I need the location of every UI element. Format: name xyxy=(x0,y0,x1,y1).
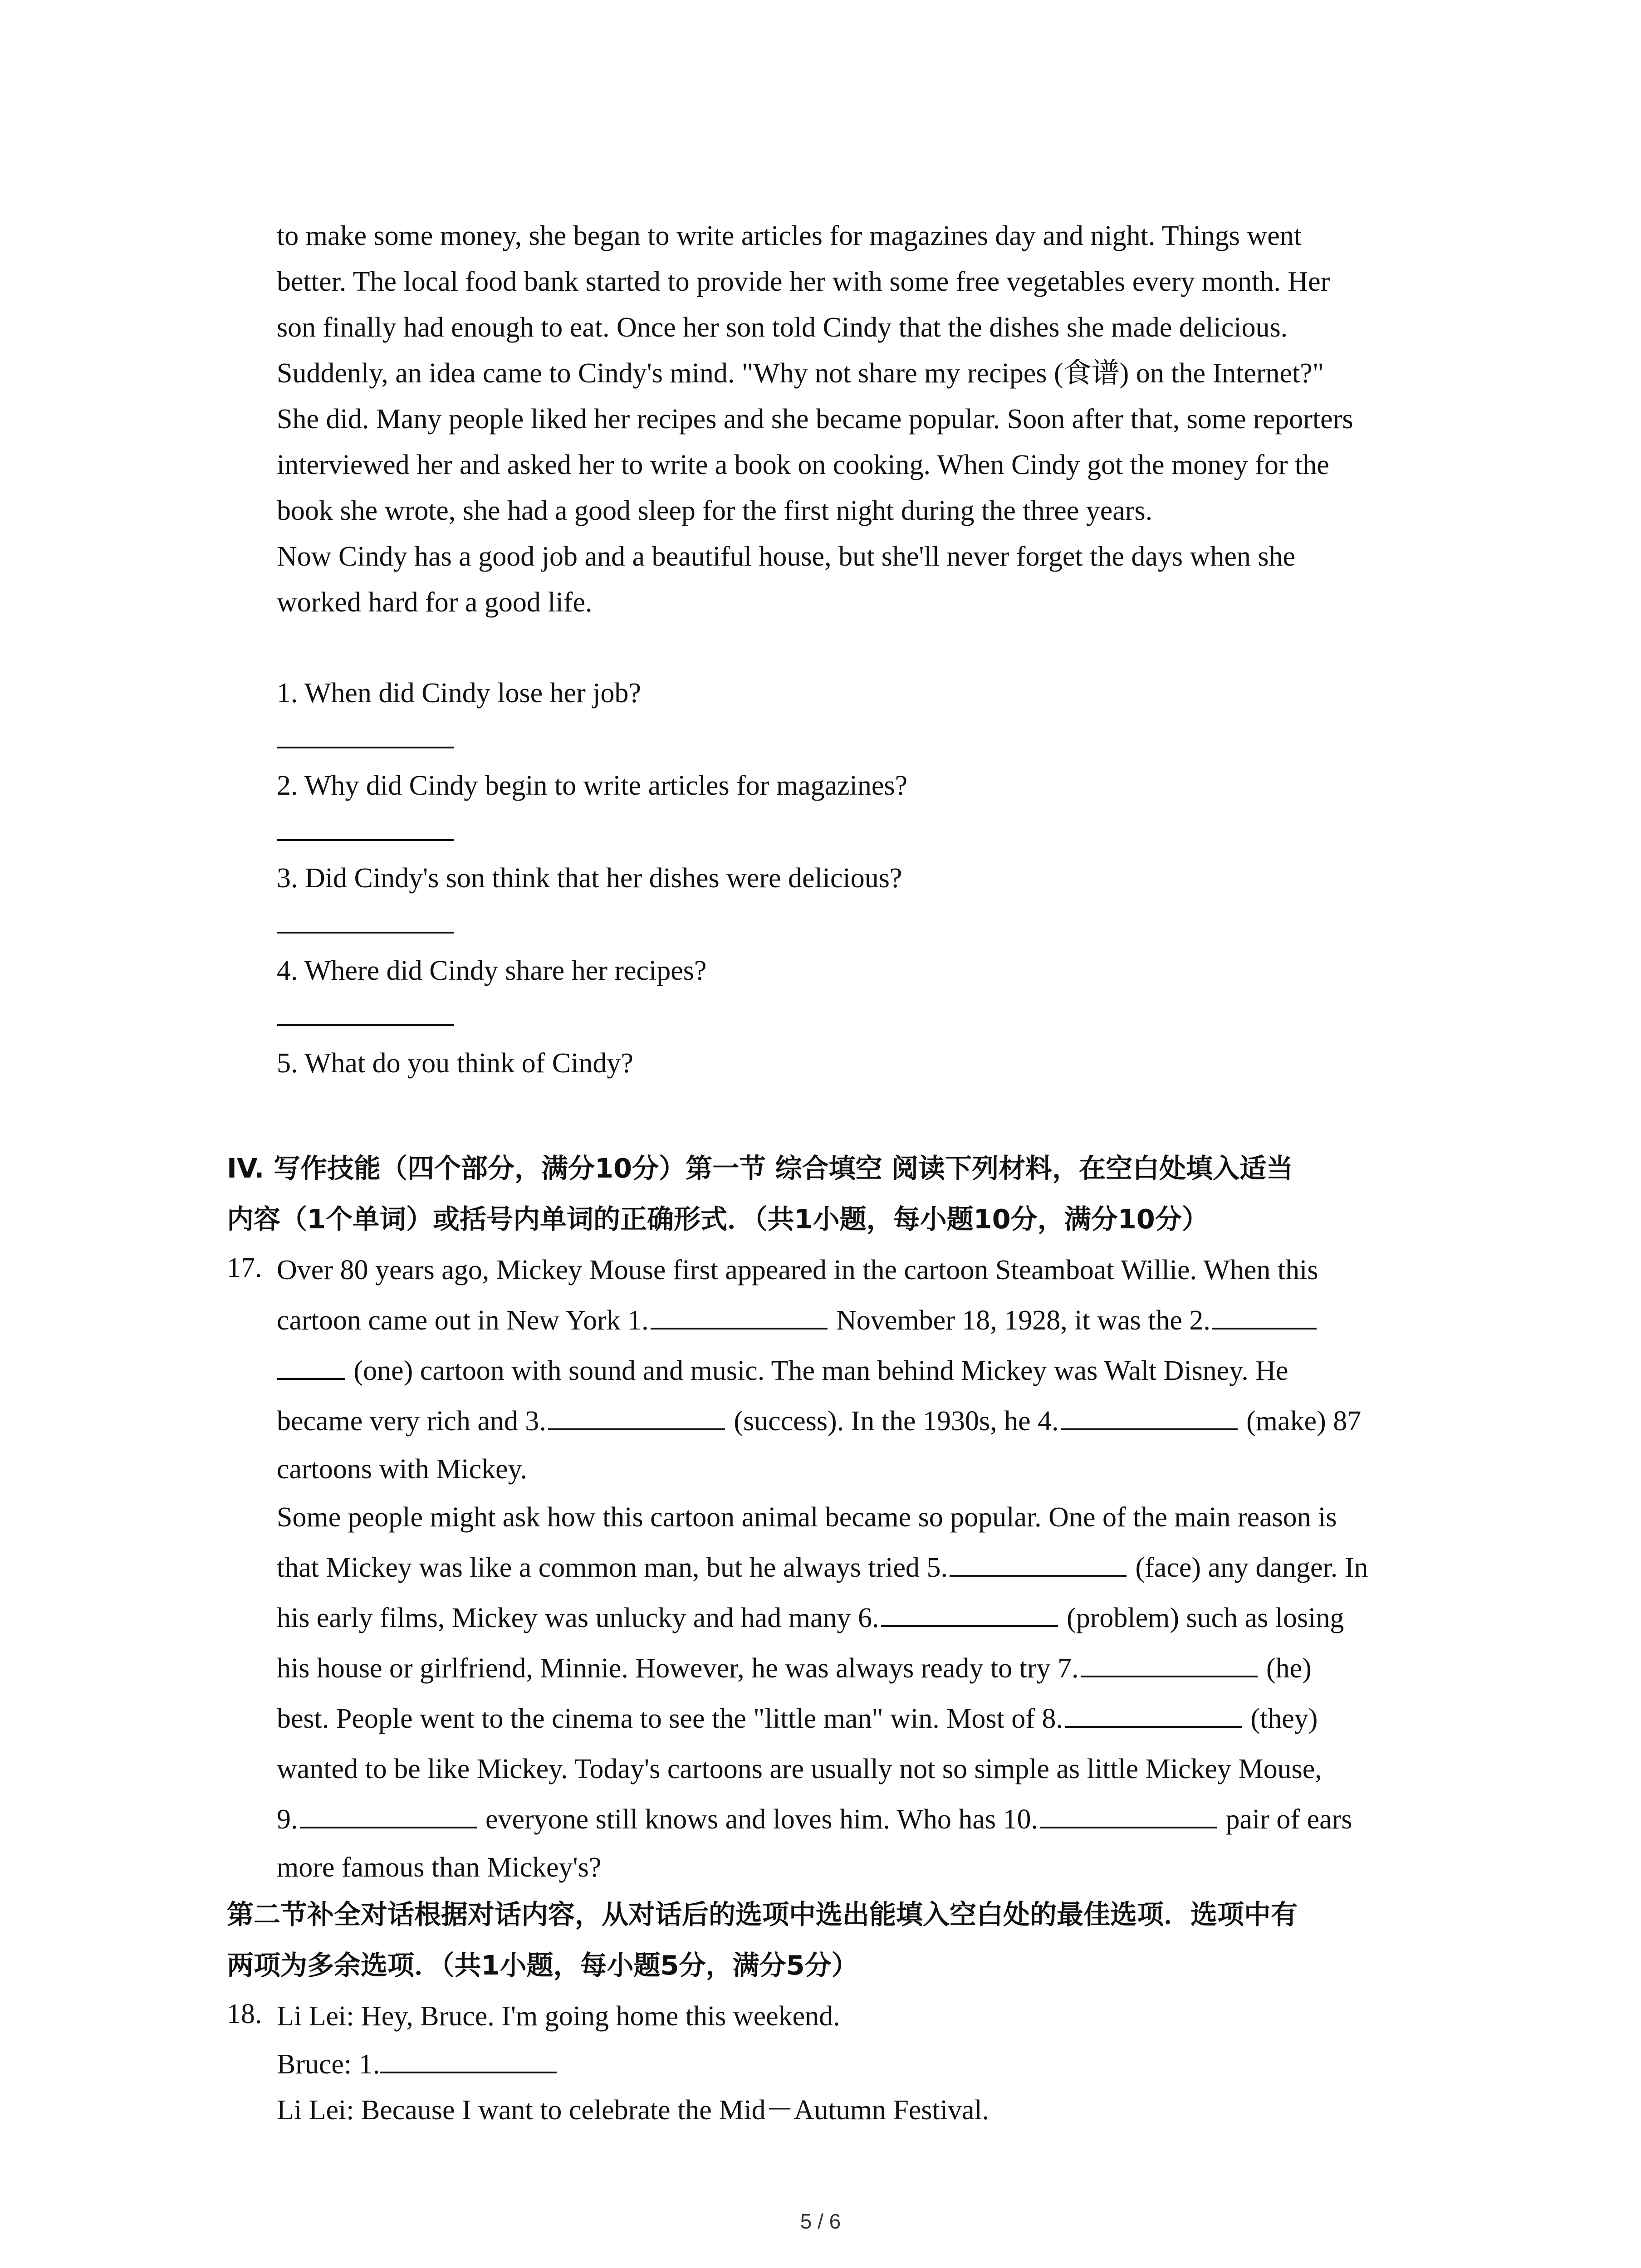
cloze-text: (make) 87 xyxy=(1246,1406,1362,1437)
cloze-line xyxy=(277,1245,1465,1295)
blank-2-continued[interactable] xyxy=(277,1378,345,1380)
question-text: 5. What do you think of Cindy? xyxy=(277,1048,633,1079)
cloze-text: more famous than Mickey's? xyxy=(277,1852,602,1883)
cloze-text: (face) any danger. In xyxy=(1135,1552,1368,1583)
question-list xyxy=(277,670,1465,1133)
passage-line: interviewed her and asked her to write a book on cooking. When Cindy got the money for the xyxy=(277,450,1329,480)
cloze-line xyxy=(277,1694,1465,1744)
cloze-line xyxy=(277,1492,1465,1543)
heading-line: 第二节补全对话根据对话内容，从对话后的选项中选出能填入空白处的最佳选项．选项中有 xyxy=(227,1899,1298,1930)
cloze-line xyxy=(277,1543,1465,1593)
passage-line: Now Cindy has a good job and a beautiful house, but she'll never forget the days when she xyxy=(277,541,1295,572)
dialogue-body xyxy=(277,1991,1465,2133)
cloze-text: (he) xyxy=(1266,1653,1312,1684)
cloze-line xyxy=(277,1744,1465,1794)
cloze-text: (one) cartoon with sound and music. The man behind Mickey was Walt Disney. He xyxy=(353,1355,1288,1386)
dialogue-text: Li Lei: Hey, Bruce. I'm going home this weekend. xyxy=(277,2001,840,2032)
question-text: 3. Did Cindy's son think that her dishes were delicious? xyxy=(277,863,902,894)
cloze-text: cartoons with Mickey. xyxy=(277,1454,528,1485)
answer-blank[interactable] xyxy=(277,1024,454,1026)
question-item xyxy=(277,948,1465,1041)
blank-5[interactable] xyxy=(950,1575,1127,1577)
cloze-text: cartoon came out in New York 1. xyxy=(277,1305,649,1336)
item-number: 17. xyxy=(227,1252,262,1283)
passage-line: Suddenly, an idea came to Cindy's mind. "Why not share my recipes (食谱) on the Internet?" xyxy=(277,358,1324,389)
cloze-text: pair of ears xyxy=(1225,1804,1352,1835)
cloze-text: 9. xyxy=(277,1804,298,1835)
heading-line: IV. 写作技能（四个部分，满分10分）第一节 综合填空 阅读下列材料，在空白处填入适当 xyxy=(227,1153,1293,1184)
cloze-text: became very rich and 3. xyxy=(277,1406,546,1437)
dialogue-line xyxy=(277,2087,1465,2133)
cloze-text: wanted to be like Mickey. Today's cartoons are usually not so simple as little Mickey Mouse, xyxy=(277,1754,1322,1784)
passage-line: She did. Many people liked her recipes and she became popular. Soon after that, some reporters xyxy=(277,404,1353,435)
dialogue-line xyxy=(277,1991,1465,2042)
cloze-text: his house or girlfriend, Minnie. However, he was always ready to try 7. xyxy=(277,1653,1079,1684)
cloze-line xyxy=(277,1794,1465,1845)
blank-3[interactable] xyxy=(548,1428,725,1430)
dialogue-text: Li Lei: Because I want to celebrate the Mid－Autumn Festival. xyxy=(277,2095,989,2126)
cloze-text: November 18, 1928, it was the 2. xyxy=(836,1305,1210,1336)
cloze-text: (problem) such as losing xyxy=(1067,1603,1344,1633)
dialogue-text: Bruce: 1. xyxy=(277,2049,380,2080)
blank-4[interactable] xyxy=(1061,1428,1238,1430)
cloze-text: Over 80 years ago, Mickey Mouse first appeared in the cartoon Steamboat Willie. When this xyxy=(277,1255,1318,1286)
cloze-text: (they) xyxy=(1250,1703,1318,1734)
cloze-text: best. People went to the cinema to see the "little man" win. Most of 8. xyxy=(277,1703,1063,1734)
passage-line: to make some money, she began to write articles for magazines day and night. Things went xyxy=(277,220,1302,251)
blank-10[interactable] xyxy=(1040,1827,1217,1828)
cloze-line xyxy=(277,1295,1465,1346)
cloze-line xyxy=(277,1447,1465,1492)
heading-line: 内容（1个单词）或括号内单词的正确形式．（共1小题，每小题10分，满分10分） xyxy=(227,1203,1209,1235)
dialogue-blank-1[interactable] xyxy=(380,2072,557,2073)
cloze-line xyxy=(277,1845,1465,1891)
cloze-body xyxy=(277,1245,1465,1891)
cloze-text: (success). In the 1930s, he 4. xyxy=(734,1406,1059,1437)
blank-7[interactable] xyxy=(1081,1676,1258,1677)
question-item xyxy=(277,1041,1465,1133)
passage-line: book she wrote, she had a good sleep for the first night during the three years. xyxy=(277,495,1153,526)
answer-blank[interactable] xyxy=(277,747,454,748)
passage-line: worked hard for a good life. xyxy=(277,587,593,618)
section-iv-heading xyxy=(227,1143,1461,1245)
cloze-line xyxy=(277,1346,1465,1396)
cloze-text: his early films, Mickey was unlucky and had many 6. xyxy=(277,1603,879,1633)
section-2-heading xyxy=(227,1889,1461,1991)
answer-blank[interactable] xyxy=(277,932,454,934)
cloze-text: everyone still knows and loves him. Who has 10. xyxy=(485,1804,1038,1835)
question-item xyxy=(277,670,1465,763)
page-number: 5 / 6 xyxy=(800,2209,841,2233)
blank-8[interactable] xyxy=(1065,1726,1242,1728)
cloze-line xyxy=(277,1593,1465,1643)
item-number: 18. xyxy=(227,1999,262,2029)
question-item xyxy=(277,855,1465,948)
answer-blank[interactable] xyxy=(277,839,454,841)
cloze-line xyxy=(277,1643,1465,1694)
blank-1[interactable] xyxy=(651,1328,828,1330)
cloze-text: Some people might ask how this cartoon animal became so popular. One of the main reason is xyxy=(277,1502,1337,1533)
cloze-line xyxy=(277,1396,1465,1447)
dialogue-line xyxy=(277,2042,1465,2087)
reading-passage xyxy=(277,213,1465,626)
passage-line: better. The local food bank started to provide her with some free vegetables every month. Her xyxy=(277,266,1330,297)
question-item xyxy=(277,763,1465,855)
passage-line: son finally had enough to eat. Once her son told Cindy that the dishes she made delicious. xyxy=(277,312,1288,343)
blank-6[interactable] xyxy=(881,1625,1058,1627)
heading-line: 两项为多余选项．（共1小题，每小题5分，满分5分） xyxy=(227,1950,858,1981)
question-text: 4. Where did Cindy share her recipes? xyxy=(277,955,707,986)
blank-9[interactable] xyxy=(300,1827,477,1828)
question-text: 1. When did Cindy lose her job? xyxy=(277,678,642,709)
question-text: 2. Why did Cindy begin to write articles for magazines? xyxy=(277,770,908,801)
cloze-text: that Mickey was like a common man, but he always tried 5. xyxy=(277,1552,948,1583)
blank-2[interactable] xyxy=(1212,1328,1317,1330)
